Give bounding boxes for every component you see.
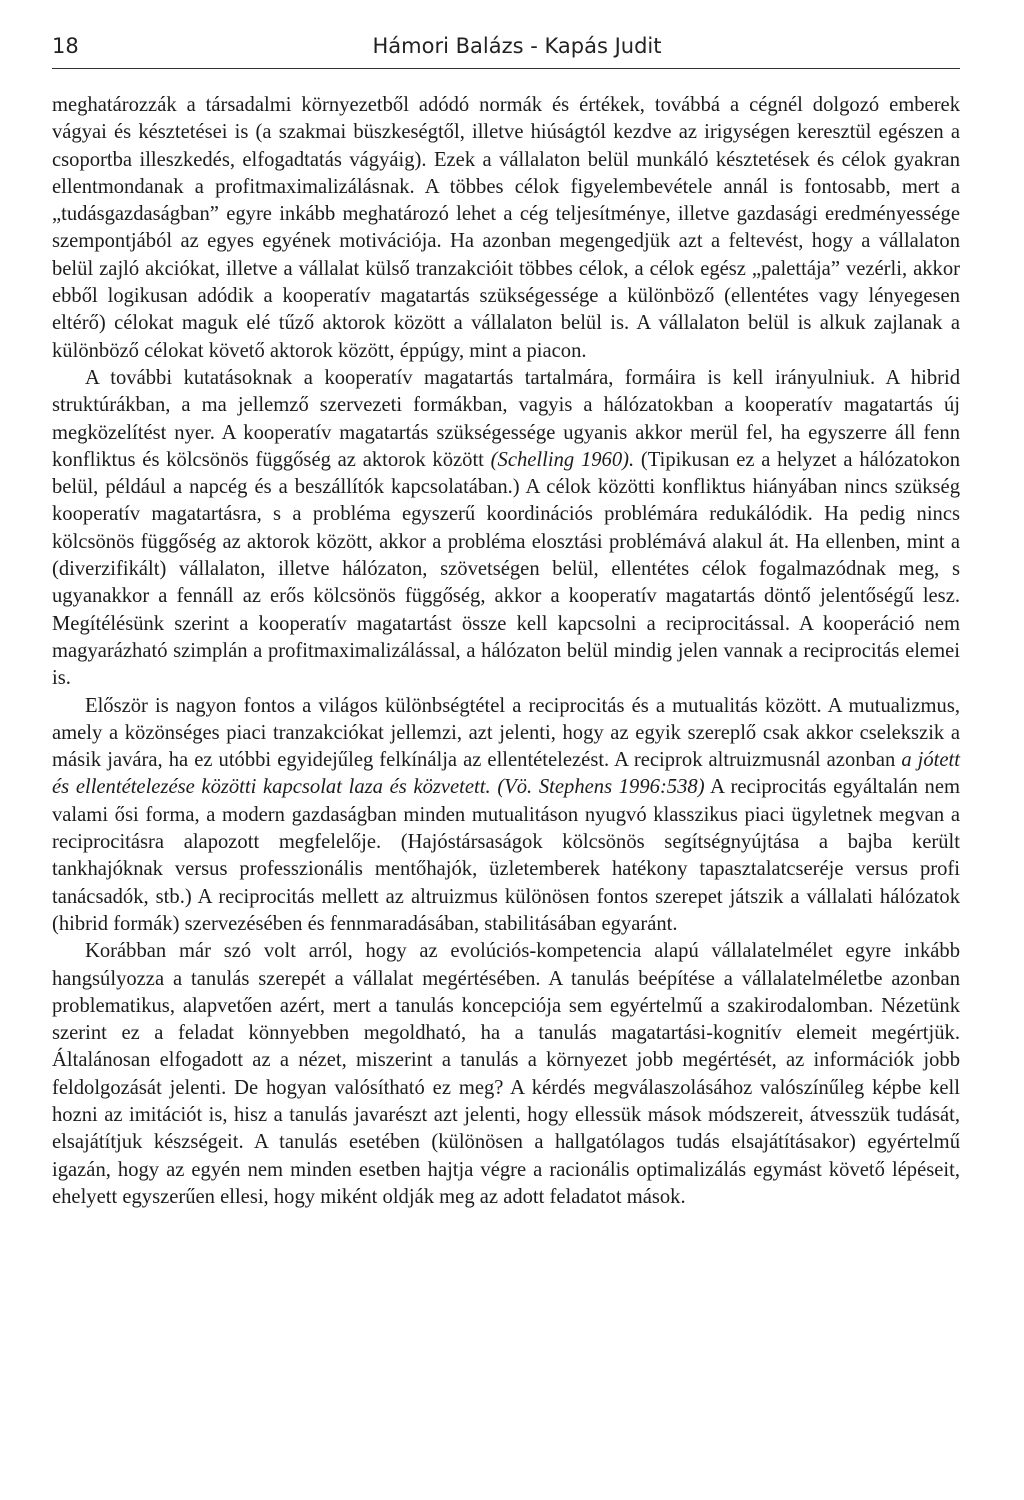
page-number: 18: [52, 34, 79, 58]
paragraph-1: [52, 92, 960, 365]
body-text: [52, 92, 960, 1211]
running-title: Hámori Balázs - Kapás Judit: [372, 34, 662, 58]
paragraph-4: [52, 938, 960, 1211]
page-header: [52, 30, 982, 64]
header-rule: [52, 68, 960, 69]
paragraph-2-text-b: (Tipikusan ez a helyzet a hálózatokon belül, például a napcég és a beszállítók kapcsolatában.) A célok közötti konfliktus hiányában nincs szükség kooperatív magatartásra, s a probléma egyszerű koordinációs problémára redukálódik. Ha pedig nincs kölcsönös függőség az aktorok között, akkor a probléma elosztási problémává alakul át. Ha ellenben, mint a (diverzifikált) vállalaton, illetve hálózaton, szövetségen belül, ellentétes célok fogalmazódnak meg, s ugyanakkor a fennáll az erős kölcsönös függőség, akkor a kooperatív magatartás döntő jelentőségű lesz. Megítélésünk szerint a kooperatív magatartást össze kell kapcsolni a reciprocitással. A kooperáció nem magyarázható szimplán a profitmaximalizálással, a hálózaton belül mindig jelen vannak a reciprocitás elemei is.: [52, 448, 960, 690]
paragraph-3-text-a: Először is nagyon fontos a világos különbségtétel a reciprocitás és a mutualitás között. A mutualizmus, amely a közönséges piaci tranzakciókat jellemzi, azt jelenti, hogy az egyik szereplő csak akkor cselekszik a másik javára, ha ez utóbbi egyidejűleg felkínálja az ellentételezést. A reciprok altruizmusnál azonban: [52, 694, 960, 772]
paragraph-2-text-a: A további kutatásoknak a kooperatív magatartás tartalmára, formáira is kell irányulniuk. A hibrid struktúrákban, a ma jellemző szervezeti formákban, vagyis a hálózatokban a kooperatív magatartás új megközelítést nyer. A kooperatív magatartás szükségessége ugyanis akkor merül fel, ha egyszerre áll fenn konfliktus és kölcsönös függőség az aktorok között: [52, 366, 960, 471]
paragraph-3: [52, 693, 960, 939]
paragraph-2: [52, 365, 960, 693]
citation-schelling: (Schelling 1960).: [490, 448, 635, 471]
paragraph-3-text-b: A reciprocitás egyáltalán nem valami ősi forma, a modern gazdaságban minden mutualitáson nyugvó klasszikus piaci ügyletnek megvan a reciprocitásra alapozott megfelelője. (Hajóstársaságok kölcsönös segítségnyújtása a bajba került tankhajóknak versus professzionális mentőhajók, üzletemberek hatékony tapasztalatcseréje versus profi tanácsadók, stb.) A reciprocitás mellett az altruizmus különösen fontos szerepet játszik a vállalati hálózatok (hibrid formák) szervezésében és fennmaradásában, stabilitásában egyaránt.: [52, 776, 960, 935]
citation-stephens: a jótett és ellentételezése közötti kapcsolat laza és közvetett. (Vö. Stephens 1996:538): [52, 749, 960, 799]
paragraph-4-text: Korábban már szó volt arról, hogy az evolúciós-kompetencia alapú vállalatelmélet egyre inkább hangsúlyozza a tanulás szerepét a vállalat megértésében. A tanulás beépítése a vállalatelméletbe azonban problematikus, alapvetően azért, mert a tanulás koncepciója sem egyértelmű a szakirodalomban. Nézetünk szerint ez a feladat könnyebben megoldható, ha a tanulás magatartási-kognitív elemeit megértjük. Általánosan elfogadott az a nézet, miszerint a tanulás a környezet jobb megértését, az információk jobb feldolgozását jelenti. De hogyan valósítható ez meg? A kérdés megválaszolásához valószínűleg képbe kell hozni az imitációt is, hisz a tanulás javarészt azt jelenti, hogy ellessük mások módszereit, átvesszük tudását, elsajátítjuk készségeit. A tanulás esetében (különösen a hallgatólagos tudás elsajátításakor) egyértelmű igazán, hogy az egyén nem minden esetben hajtja végre a racionális optimalizálás egymást követő lépéseit, ehelyett egyszerűen ellesi, hogy miként oldják meg az adott feladatot mások.: [52, 940, 960, 1208]
paragraph-1-text: meghatározzák a társadalmi környezetből adódó normák és értékek, továbbá a cégnél dolgozó emberek vágyai és késztetései is (a szakmai büszkeségtől, illetve hiúságtól kezdve az irigységen keresztül egészen a csoportba illeszkedés, elfogadtatás vágyáig). Ezek a vállalaton belül munkáló késztetések és célok gyakran ellentmondanak a profitmaximalizálásnak. A többes célok figyelembevétele annál is fontosabb, mert a „tudásgazdaságban” egyre inkább meghatározó lehet a cég teljesítménye, illetve gazdasági eredményessége szempontjából az egyes egyének motivációja. Ha azonban megengedjük azt a feltevést, hogy a vállalaton belül zajló akciókat, illetve a vállalat külső tranzakcióit többes célok, a célok egész „palettája” vezérli, akkor ebből logikusan adódik a kooperatív magatartás szükségessége a különböző (ellentétes vagy lényegesen eltérő) célokat maguk elé tűző aktorok között a vállalaton belül is. A vállalaton belül is alkuk zajlanak a különböző célokat követő aktorok között, éppúgy, mint a piacon.: [52, 94, 960, 362]
